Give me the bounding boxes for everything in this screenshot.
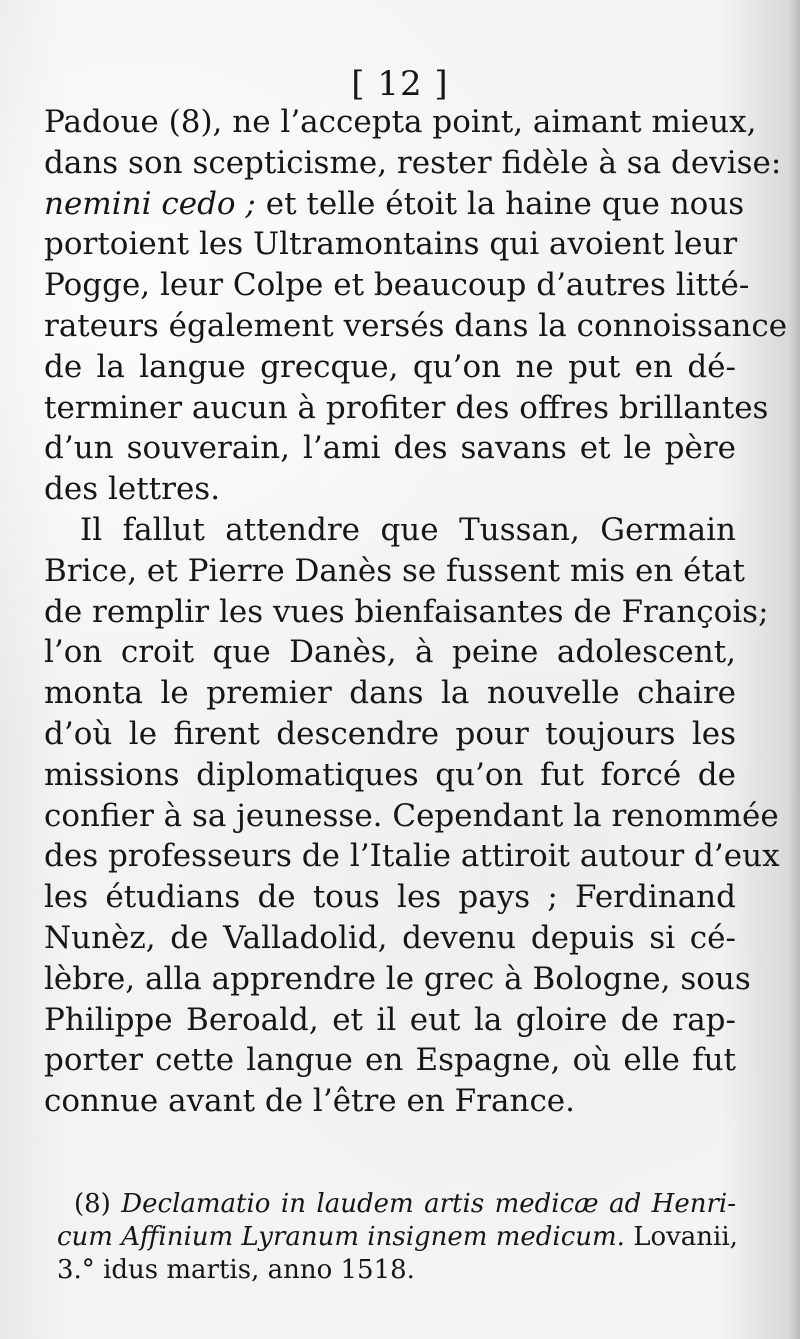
- text-line: de remplir les vues bienfaisantes de François;: [44, 593, 769, 630]
- footnote-line: cum Affinium Lyranum insignem medicum. Lovanii,: [57, 1222, 738, 1252]
- text-line: dans son scepticisme, rester fidèle à sa devise:: [44, 144, 782, 181]
- page-edge-shadow: [788, 0, 800, 1339]
- text-line: confier à sa jeunesse. Cependant la renommée: [44, 797, 779, 834]
- footnote-line: (8) Declamatio in laudem artis medicæ ad Henri-: [74, 1189, 736, 1219]
- text-line: rateurs également versés dans la connoissance: [44, 307, 788, 344]
- footnote-line: 3.° idus martis, anno 1518.: [57, 1255, 415, 1285]
- text-line: de la langue grecque, qu’on ne put en dé-: [44, 348, 736, 385]
- text-line: portoient les Ultramontains qui avoient leur: [44, 226, 738, 263]
- text-line: des professeurs de l’Italie attiroit autour d’eux: [44, 838, 780, 875]
- text-line: l’on croit que Danès, à peine adolescent,: [44, 634, 736, 671]
- text-line: connue avant de l’être en France.: [44, 1083, 576, 1120]
- text-line: des lettres.: [44, 471, 221, 508]
- text-line: Nunèz, de Valladolid, devenu depuis si cé-: [44, 919, 736, 956]
- text-line: les étudians de tous les pays ; Ferdinand: [44, 879, 736, 916]
- footnote: [57, 1188, 738, 1287]
- text-line: Philippe Beroald, et il eut la gloire de rap-: [44, 1001, 736, 1038]
- text-line: Padoue (8), ne l’accepta point, aimant mieux,: [44, 104, 757, 140]
- text-line: d’où le firent descendre pour toujours les: [44, 715, 736, 752]
- text-line: terminer aucun à profiter des offres brillantes: [44, 389, 769, 426]
- text-line: porter cette langue en Espagne, où elle fut: [44, 1042, 736, 1079]
- text-line: Pogge, leur Colpe et beaucoup d’autres litté-: [44, 267, 750, 304]
- main-text: [44, 102, 788, 1122]
- text-line: Il fallut attendre que Tussan, Germain: [80, 511, 736, 548]
- text-line: d’un souverain, l’ami des savans et le père: [44, 430, 736, 467]
- text-line: missions diplomatiques qu’on fut forcé de: [44, 756, 736, 793]
- text-line: nemini cedo ; et telle étoit la haine que nous: [44, 185, 745, 222]
- page-number: [ 12 ]: [351, 64, 449, 104]
- text-line: lèbre, alla apprendre le grec à Bologne, sous: [44, 960, 751, 997]
- text-line: monta le premier dans la nouvelle chaire: [44, 675, 736, 712]
- text-line: Brice, et Pierre Danès se fussent mis en état: [44, 552, 745, 589]
